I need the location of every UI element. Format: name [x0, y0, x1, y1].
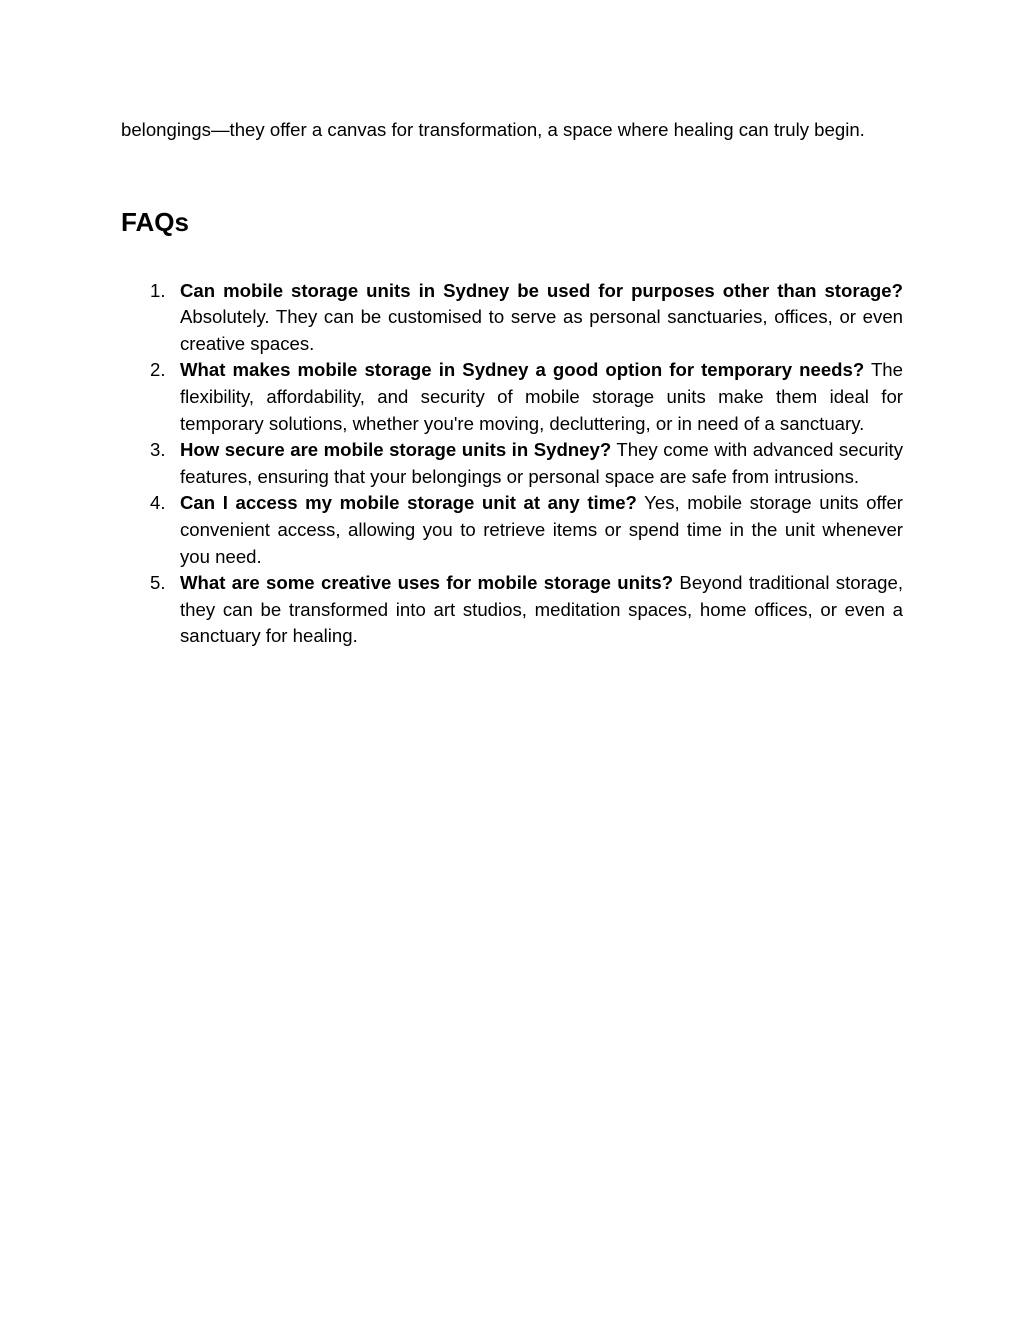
faq-item-number: 5. [150, 572, 166, 594]
intro-paragraph: belongings—they offer a canvas for transformation, a space where healing can truly begin. [121, 119, 865, 140]
document-page [121, 117, 903, 650]
faq-question: How secure are mobile storage units in Sydney? [180, 439, 612, 461]
faq-answer: Yes, mobile storage units offer convenient access, allowing you to retrieve items or spend time in the unit whenever you need. [180, 492, 903, 567]
faq-heading: FAQs [121, 206, 189, 237]
faq-item [121, 570, 903, 650]
faq-answer: The flexibility, affordability, and security of mobile storage units make them ideal for temporary solutions, whether you're moving, decluttering, or in need of a sanctuary. [180, 359, 903, 434]
faq-answer: Beyond traditional storage, they can be transformed into art studios, meditation spaces, home offices, or even a sanctuary for healing. [180, 572, 903, 647]
faq-item-number: 1. [150, 279, 166, 301]
faq-answer: They come with advanced security features, ensuring that your belongings or personal space are safe from intrusions. [180, 439, 903, 487]
faq-answer: Absolutely. They can be customised to serve as personal sanctuaries, offices, or even creative spaces. [180, 306, 903, 354]
faq-item-number: 3. [150, 439, 166, 461]
faq-item-number: 2. [150, 359, 166, 381]
faq-item [121, 357, 903, 437]
faq-item-number: 4. [150, 492, 166, 514]
faq-item [121, 437, 903, 490]
faq-item [121, 278, 903, 358]
faq-item [121, 490, 903, 570]
faq-question: What are some creative uses for mobile storage units? [180, 572, 674, 594]
faq-question: Can I access my mobile storage unit at any time? [180, 492, 637, 514]
faq-list [121, 278, 903, 650]
faq-question: What makes mobile storage in Sydney a good option for temporary needs? [180, 359, 865, 381]
faq-question: Can mobile storage units in Sydney be used for purposes other than storage? [180, 279, 903, 301]
